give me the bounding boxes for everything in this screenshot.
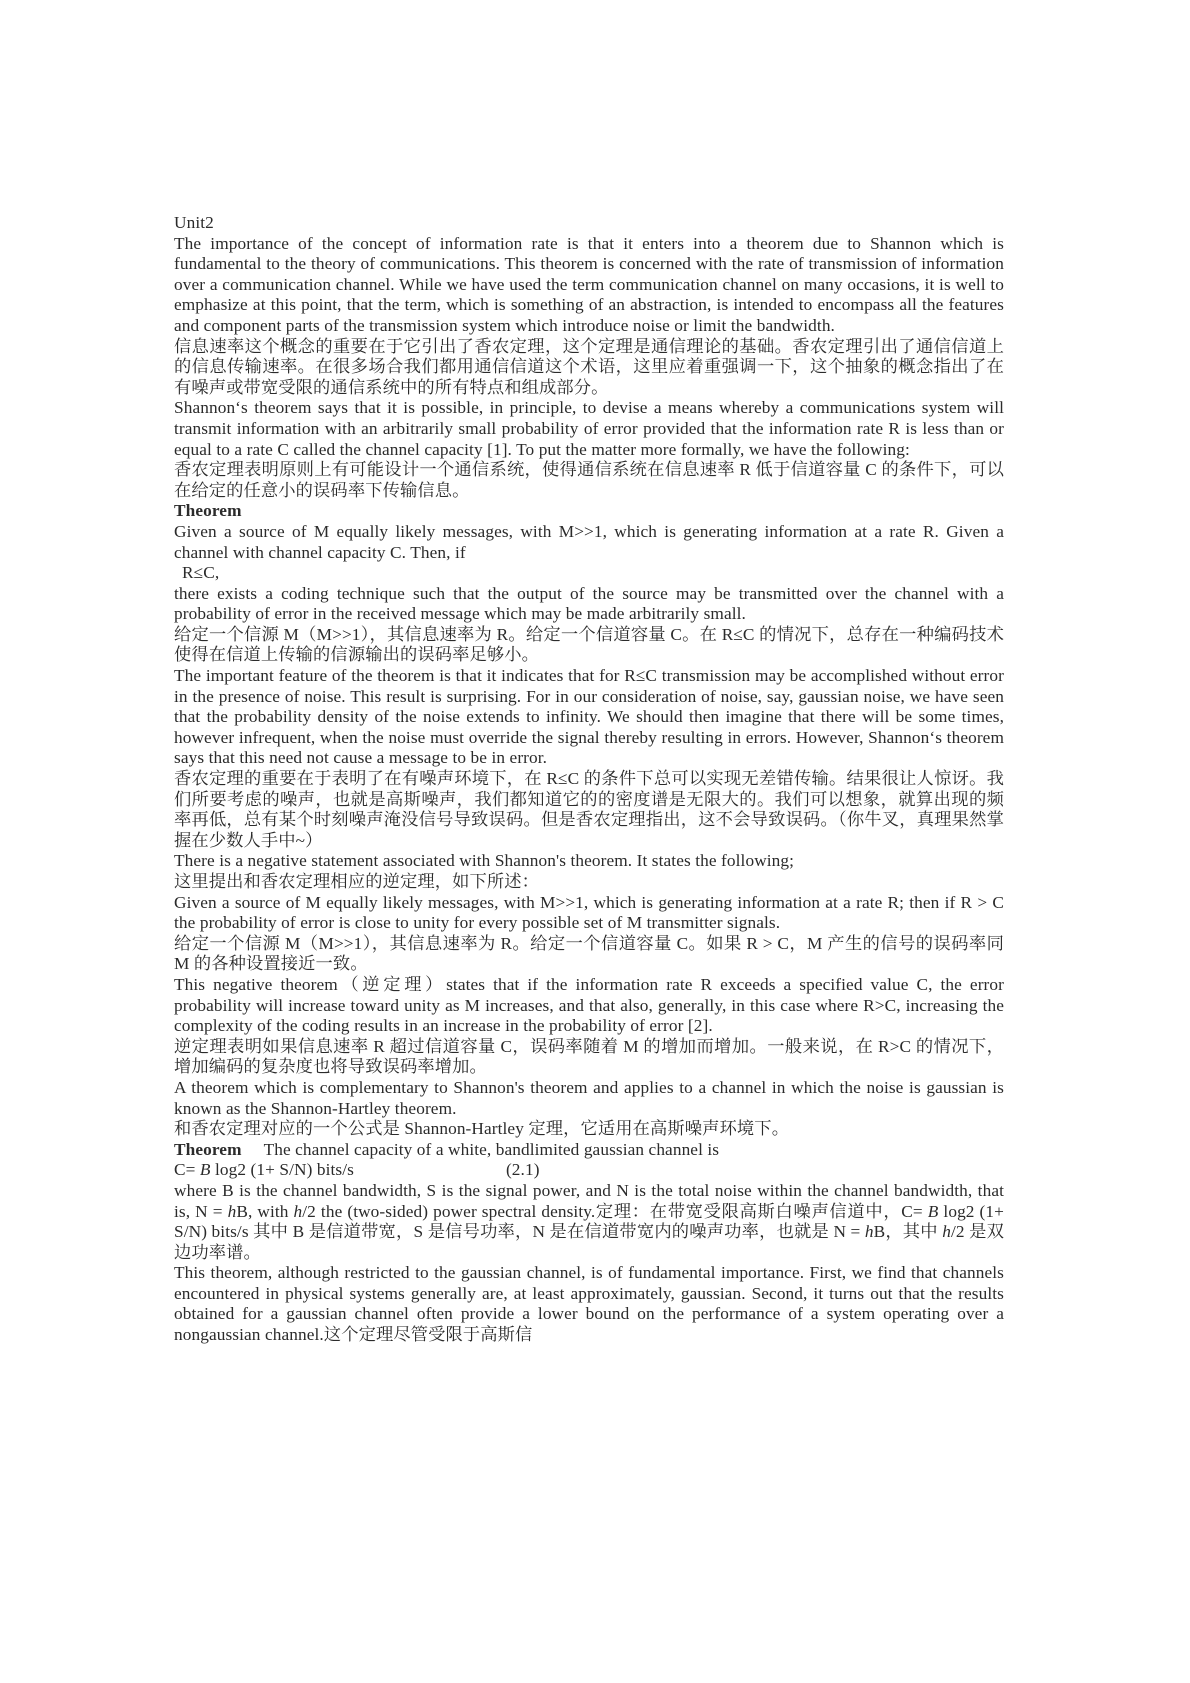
text-run: This theorem, although restricted to the gaussian channel, is of fundamental importance. First, we find that channels encountered in physical systems generally are, at least approximately, gaussian. Second, it turns out that the results obtained for a gaussian channel often provide a lower bound on the performance of a system operating over a nongaussian channel.这个定理尽管受限于高斯信 [174,1263,1004,1345]
text-run: Given a source of M equally likely messages, with M>>1, which is generating information at a rate R. Given a channel with channel capacity C. Then, if [174,521,1004,562]
para-formula [174,1160,1004,1181]
text-run: B [199,1160,211,1180]
text-run: 给定一个信源 M（M>>1），其信息速率为 R。给定一个信道容量 C。在 R≤C 的情况下，总存在一种编码技术使得在信道上传输的信源输出的误码率足够小。 [174,624,1004,665]
text-run: Given a source of M equally likely messages, with M>>1, which is generating information at a rate R; then if R > C the probability of error is close to unity for every possible set of M transmitter signals. [174,892,1004,933]
para-en-this-theorem [174,1263,1004,1345]
text-run: 逆定理表明如果信息速率 R 超过信道容量 C，误码率随着 M 的增加而增加。一般来说，在 R>C 的情况下，增加编码的复杂度也将导致误码率增加。 [174,1036,1004,1077]
text-run: log2 (1+ S/N) bits/s [210,1160,354,1180]
text-run: there exists a coding technique such that the output of the source may be transmitted over the channel with a probability of error in the received message which may be made arbitrarily small. [174,583,1004,624]
heading-theorem-1 [174,501,1004,522]
text-run: There is a negative statement associated with Shannon's theorem. It states the following; [174,851,795,871]
text-run: Theorem [174,1139,242,1159]
text-run: h [293,1201,303,1221]
para-zh-negative-statement [174,872,1004,893]
text-run: 给定一个信源 M（M>>1），其信息速率为 R。给定一个信道容量 C。如果 R > C，M 产生的信号的误码率同 M 的各种设置接近一致。 [174,933,1004,974]
unit-title [174,213,1004,234]
para-en-complementary [174,1078,1004,1119]
text-run: This negative theorem（逆定理）states that if the information rate R exceeds a specified value C, the error probability will increase toward unity as M increases, and that also, generally, in this case where R>C, increasing the complexity of the coding results in an increase in the probability of error [2]. [174,974,1004,1036]
text-run: B, with [236,1201,294,1221]
text-run: h [942,1222,951,1242]
text-run: h [864,1222,874,1242]
para-en-negative-statement [174,851,1004,872]
para-zh-complementary [174,1119,1004,1140]
text-run: where B is the channel bandwidth, S is the signal power, and N is the total noise within the channel bandwidth, that is, N = [174,1180,1004,1221]
text-run: Unit2 [174,213,214,232]
document-page [174,213,1004,1346]
text-run: The channel capacity of a white, bandlimited gaussian channel is [263,1139,720,1159]
para-en-negative-given [174,893,1004,934]
text-run: 香农定理的重要在于表明了在有噪声环境下，在 R≤C 的条件下总可以实现无差错传输。结果很让人惊讶。我们所要考虑的噪声，也就是高斯噪声，我们都知道它的的密度谱是无限大的。我们可以想象，就算出现的频率再低，总有某个时刻噪声淹没信号导致误码。但是香农定理指出，这不会导致误码。（你牛叉，真理果然掌握在少数人手中~） [174,769,1004,850]
para-zh-shannon-theorem [174,460,1004,501]
text-run: The important feature of the theorem is that it indicates that for R≤C transmission may be accomplished without error in the presence of noise. This result is surprising. For in our consideration of noise, say, gaussian noise, we have seen that the probability density of the noise extends to infinity. We should then imagine that there will be some times, however infrequent, when the noise must override the signal thereby resulting in errors. However, Shannon‘s theorem says that this need not cause a message to be in error. [174,666,1004,768]
para-en-intro [174,234,1004,337]
text-run: R≤C, [182,563,220,583]
text-run: 这里提出和香农定理相应的逆定理，如下所述： [174,872,540,891]
para-en-negative-theorem [174,975,1004,1037]
text-run: /2 the (two-sided) power spectral density.定理：在带宽受限高斯白噪声信道中，C= [302,1201,928,1221]
text-run: 和香农定理对应的一个公式是 Shannon-Hartley 定理，它适用在高斯噪声环境下。 [174,1119,790,1139]
heading-theorem-2 [174,1140,1004,1161]
text-run: h [227,1201,237,1221]
para-en-important-feature [174,666,1004,769]
text-run: B [927,1201,939,1221]
para-en-coding-technique [174,584,1004,625]
text-run: 香农定理表明原则上有可能设计一个通信系统，使得通信系统在信息速率 R 低于信道容量 C 的条件下，可以在给定的任意小的误码率下传输信息。 [174,460,1004,500]
equation-number: (2.1) [505,1160,540,1180]
text-run: 信息速率这个概念的重要在于它引出了香农定理，这个定理是通信理论的基础。香农定理引出了通信信道上的信息传输速率。在很多场合我们都用通信信道这个术语，这里应着重强调一下，这个抽象的概念指出了在有噪声或带宽受限的通信系统中的所有特点和组成部分。 [174,336,1004,397]
text-run: /2 是双边功率谱。 [174,1222,1004,1262]
para-zh-intro [174,337,1004,399]
text-run: A theorem which is complementary to Shannon's theorem and applies to a channel in which the noise is gaussian is known as the Shannon-Hartley theorem. [174,1077,1004,1118]
para-en-rc-condition [174,563,1004,584]
text-run: log2 (1+ S/N) bits/s 其中 B 是信道带宽，S 是信号功率，N 是在信道带宽内的噪声功率，也就是 N = [174,1201,1004,1242]
para-en-zh-where [174,1181,1004,1263]
para-en-theorem-given [174,522,1004,563]
para-zh-theorem-given [174,625,1004,666]
text-run: Shannon‘s theorem says that it is possible, in principle, to devise a means whereby a communications system will transmit information with an arbitrarily small probability of error provided that the information rate R is less than or equal to a rate C called the channel capacity [1]. To put the matter more formally, we have the following: [174,398,1004,459]
para-zh-important-feature [174,769,1004,851]
para-zh-negative-given [174,934,1004,975]
text-run: The importance of the concept of information rate is that it enters into a theorem due to Shannon which is fundamental to the theory of communications. This theorem is concerned with the rate of transmission of information over a communication channel. While we have used the term communication channel on many occasions, it is well to emphasize at this point, that the term, which is something of an abstraction, is intended to encompass all the features and component parts of the transmission system which introduce noise or limit the bandwidth. [174,233,1004,335]
text-run: Theorem [174,501,242,521]
para-zh-negative-theorem [174,1037,1004,1078]
text-run: B，其中 [873,1222,943,1242]
para-en-shannon-theorem [174,398,1004,460]
text-run: C= [174,1160,200,1180]
